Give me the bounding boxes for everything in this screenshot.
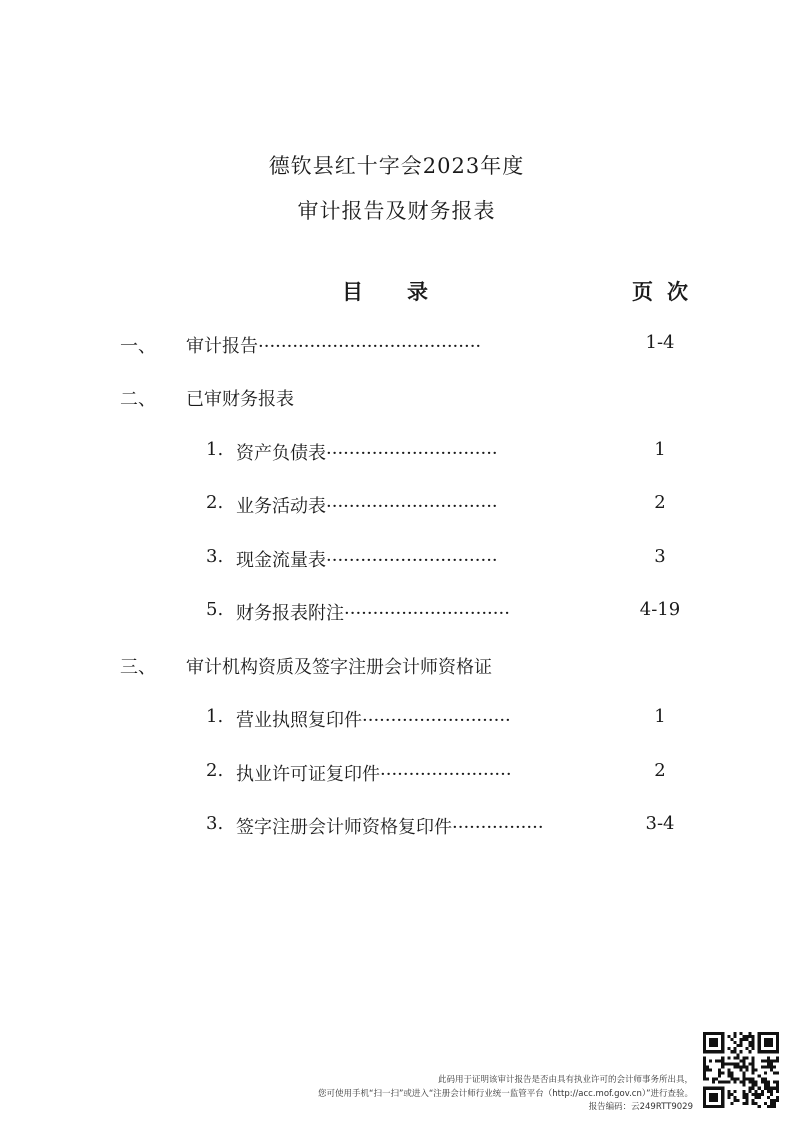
toc-leader-dots: ······························ xyxy=(326,550,498,571)
toc-entry-practice-license[interactable] xyxy=(236,760,512,786)
toc-page-number: 3 xyxy=(654,546,666,567)
toc-leader-dots: ······························ xyxy=(326,496,498,517)
toc-page-number: 4-19 xyxy=(639,599,681,620)
toc-leader-dots: ······································· xyxy=(258,336,482,357)
verification-qr-code xyxy=(703,1032,779,1108)
toc-page-number: 2 xyxy=(654,492,666,513)
item-number: 1. xyxy=(206,439,224,460)
toc-page-number: 1 xyxy=(654,439,666,460)
toc-entry-balance-sheet[interactable] xyxy=(236,439,498,465)
toc-entry-label: 审计机构资质及签字注册会计师资格证 xyxy=(186,657,492,678)
toc-entry-label: 执业许可证复印件 xyxy=(236,764,380,785)
report-title-line2: 审计报告及财务报表 xyxy=(297,199,496,223)
toc-leader-dots: ····························· xyxy=(344,603,510,624)
toc-entry-label: 签字注册会计师资格复印件 xyxy=(236,817,452,838)
toc-leader-dots: ·························· xyxy=(362,710,511,731)
toc-page-number: 1-4 xyxy=(645,332,675,353)
page-header: 页次 xyxy=(632,279,702,304)
toc-entry-label: 资产负债表 xyxy=(236,443,326,464)
toc-entry-audit-report[interactable] xyxy=(186,332,481,358)
section-number: 三、 xyxy=(120,657,156,678)
item-number: 5. xyxy=(206,599,224,620)
toc-entry-cash-flow[interactable] xyxy=(236,546,498,572)
toc-entry-qualifications[interactable] xyxy=(186,653,492,679)
toc-entry-label: 业务活动表 xyxy=(236,496,326,517)
item-number: 3. xyxy=(206,546,224,567)
toc-entry-business-license[interactable] xyxy=(236,706,511,732)
section-number: 一、 xyxy=(120,336,156,357)
toc-entry-label: 营业执照复印件 xyxy=(236,710,362,731)
toc-entry-label: 审计报告 xyxy=(186,336,258,357)
toc-header: 目录 xyxy=(342,279,472,304)
toc-leader-dots: ················ xyxy=(452,817,544,838)
toc-entry-label: 财务报表附注 xyxy=(236,603,344,624)
footer-verification-line1: 此码用于证明该审计报告是否由具有执业许可的会计师事务所出具， xyxy=(437,1075,693,1085)
toc-entry-label: 已审财务报表 xyxy=(186,389,294,410)
item-number: 2. xyxy=(206,492,224,513)
footer-verification-line2: 您可使用手机“扫一扫”或进入“注册会计师行业统一监管平台（http://acc.mof.gov.cn）”进行查验。 xyxy=(318,1089,693,1099)
toc-entry-label: 现金流量表 xyxy=(236,550,326,571)
toc-entry-notes[interactable] xyxy=(236,599,510,625)
toc-page-number: 2 xyxy=(654,760,666,781)
report-title-line1: 德钦县红十字会2023年度 xyxy=(268,154,525,178)
toc-entry-cpa-certificate[interactable] xyxy=(236,813,544,839)
toc-entry-financial-statements[interactable] xyxy=(186,385,294,411)
toc-page-number: 1 xyxy=(654,706,666,727)
item-number: 2. xyxy=(206,760,224,781)
toc-entry-activity-statement[interactable] xyxy=(236,492,498,518)
item-number: 3. xyxy=(206,813,224,834)
toc-leader-dots: ······························ xyxy=(326,443,498,464)
toc-page-number: 3-4 xyxy=(645,813,675,834)
item-number: 1. xyxy=(206,706,224,727)
footer-report-code: 报告编码：云249RTT9029 xyxy=(588,1102,693,1112)
section-number: 二、 xyxy=(120,389,156,410)
toc-leader-dots: ······················· xyxy=(380,764,512,785)
